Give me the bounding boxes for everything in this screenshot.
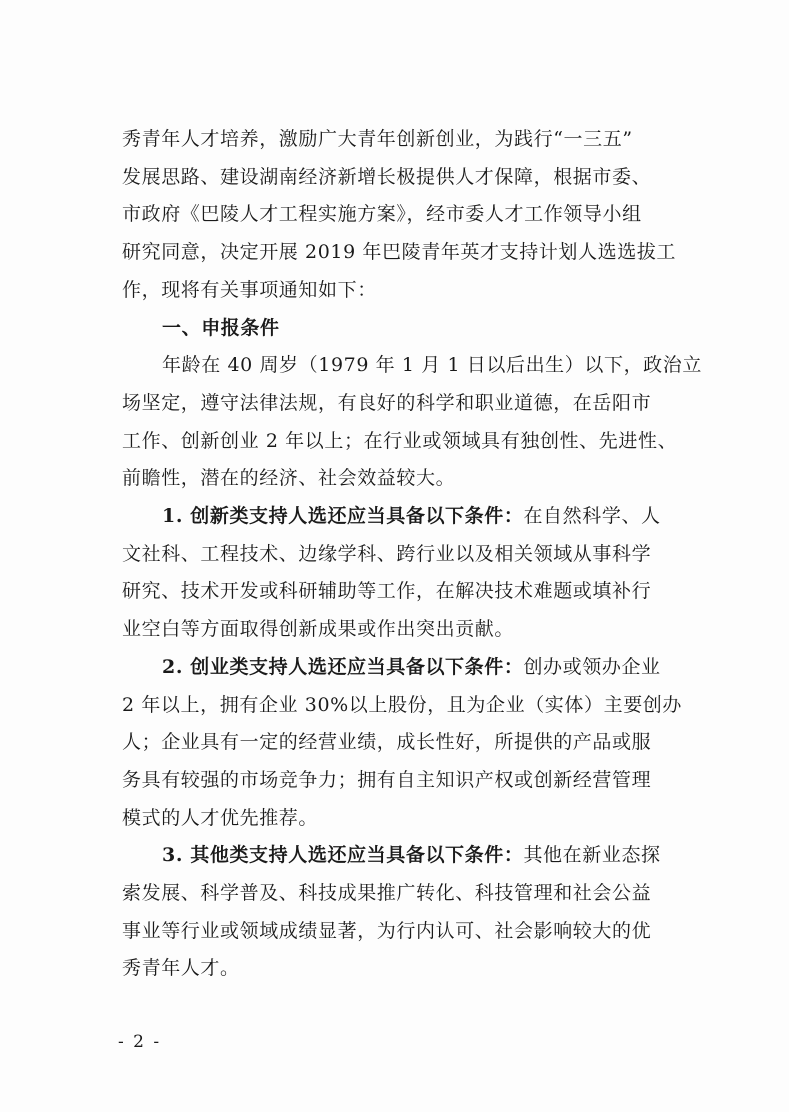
page-number: - 2 - [118, 1032, 162, 1052]
paragraph-line: 作，现将有关事项通知如下： [122, 278, 377, 301]
item2-title: 2. 创业类支持人选还应当具备以下条件： [162, 655, 524, 678]
item2-text: 创办或领办企业 [523, 655, 661, 678]
paragraph-line: 研究同意，决定开展 2019 年巴陵青年英才支持计划人选选拔工 [122, 241, 677, 264]
paragraph-line: 2 年以上，拥有企业 30%以上股份，且为企业（实体）主要创办 [122, 693, 682, 716]
paragraph-line: 文社科、工程技术、边缘学科、跨行业以及相关领域从事科学 [122, 542, 652, 565]
section-heading: 一、申报条件 [162, 316, 280, 339]
paragraph-line: 场坚定，遵守法律法规，有良好的科学和职业道德，在岳阳市 [122, 391, 652, 414]
paragraph-line: 市政府《巴陵人才工程实施方案》，经市委人才工作领导小组 [122, 203, 642, 226]
item3-first-line [162, 840, 702, 870]
item2-first-line [162, 652, 702, 682]
item3-text: 其他在新业态探 [523, 844, 661, 867]
paragraph-line: 工作、创新创业 2 年以上；在行业或领域具有独创性、先进性、 [122, 429, 678, 452]
paragraph-line: 人；企业具有一定的经营业绩，成长性好，所提供的产品或服 [122, 731, 652, 754]
item1-title: 1. 创新类支持人选还应当具备以下条件： [162, 505, 524, 527]
paragraph-line: 务具有较强的市场竞争力；拥有自主知识产权或创新经营管理 [122, 768, 652, 791]
item3-title: 3. 其他类支持人选还应当具备以下条件： [162, 844, 524, 867]
paragraph-line: 业空白等方面取得创新成果或作出突出贡献。 [122, 618, 515, 641]
paragraph-line: 索发展、科学普及、科技成果推广转化、科技管理和社会公益 [122, 882, 652, 904]
paragraph-line: 前瞻性，潜在的经济、社会效益较大。 [122, 467, 456, 490]
paragraph-line: 事业等行业或领域成绩显著，为行内认可、社会影响较大的优 [122, 919, 652, 942]
paragraph-line: 年龄在 40 周岁（1979 年 1 月 1 日以后出生）以下，政治立 [162, 354, 702, 377]
item1-first-line [162, 501, 702, 531]
paragraph-line: 发展思路、建设湖南经济新增长极提供人才保障，根据市委、 [122, 165, 652, 188]
paragraph-line: 秀青年人才培养，激励广大青年创新创业，为践行“一三五” [122, 128, 633, 150]
paragraph-line: 模式的人才优先推荐。 [122, 806, 319, 829]
paragraph-line: 研究、技术开发或科研辅助等工作，在解决技术难题或填补行 [122, 580, 652, 603]
item1-text: 在自然科学、人 [523, 505, 661, 527]
paragraph-line: 秀青年人才。 [122, 957, 240, 980]
